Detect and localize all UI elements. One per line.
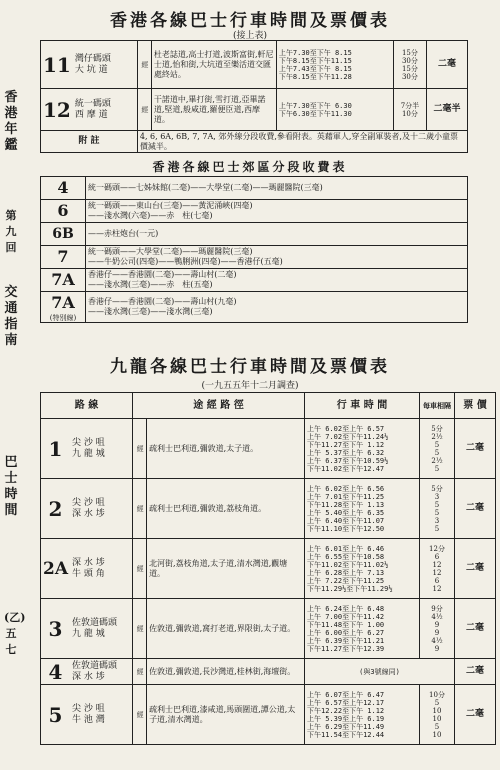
freq-line: 9: [434, 628, 440, 637]
route-fare: 二毫: [455, 659, 496, 685]
route-number: 7A: [41, 269, 86, 292]
table-row: [41, 685, 496, 745]
hk-route-table: [40, 40, 468, 153]
route-via: 干諾道中,畢打街,雪打道,亞畢諾道,堅道,般咸道,羅便臣道,西摩道。: [151, 89, 276, 131]
time-line: 上午 6.24至上午 6.48: [307, 604, 385, 613]
route-terminals: 統一碼頭 西 摩 道: [73, 89, 138, 131]
route-via: 杜老誌道,高士打道,波斯富街,軒尼士道,怡和街,大坑道至樂活道交匯處終站。: [151, 41, 276, 89]
time-line: 上午 7.01至下午11.25: [307, 492, 385, 501]
freq-line: 5: [434, 524, 440, 533]
fare-line: ——淺水灣(三毫)——赤 柱(五毫): [88, 280, 213, 289]
table-row: [41, 89, 468, 131]
route-number: 2: [41, 479, 71, 539]
route-via: 疏利士巴利道,彌敦道,荔枝角道。: [147, 479, 305, 539]
route-number: 7A: [51, 293, 75, 312]
freq-line: 5: [434, 448, 440, 457]
table-row: [41, 41, 468, 89]
time-line: 上午7.30至下午 8.15: [278, 48, 352, 57]
freq-line: 10分: [429, 690, 445, 699]
freq-line: 4½: [431, 636, 443, 645]
header-fare: 票 價: [455, 393, 496, 419]
special-route-label: (特別線): [49, 314, 77, 322]
route-via: 疏利士巴利道,漆咸道,馬頭圍道,譚公道,太子道,清水灣道。: [147, 685, 305, 745]
table-row: [41, 177, 468, 200]
time-line: 下午8.15至下午11.15: [278, 56, 352, 65]
via-label: 經: [133, 539, 147, 599]
route-number: 2A: [41, 539, 71, 599]
kowloon-route-table: [40, 392, 496, 745]
freq-line: 12: [432, 568, 442, 577]
fare-line: ——牛奶公司(四毫)——鴨脷洲(四毫)——香港仔(五毫): [88, 257, 283, 266]
route-via: 北河街,荔枝角道,太子道,清水灣道,觀塘道。: [147, 539, 305, 599]
freq-line: 2½: [431, 432, 443, 441]
time-line: 上午 6.02至上午 6.56: [307, 484, 385, 493]
freq-line: 10: [432, 730, 442, 739]
time-line: 下午11.27至下午 1.12: [307, 440, 385, 449]
time-line: 上午 6.29至下午11.49: [307, 722, 385, 731]
time-line: 上午7.30至下午 6.30: [278, 101, 352, 110]
time-line: 下午6.30至下午11.30: [278, 109, 352, 118]
freq-line: 5: [434, 722, 440, 731]
fare-line: ——淺水灣(三毫)——淺水灣(三毫): [88, 307, 213, 316]
time-line: 下午12.22至下午 1.12: [307, 706, 385, 715]
side-yearbook: 香港年鑑: [4, 90, 18, 153]
freq-line: 15分: [401, 48, 418, 57]
route-number: 6: [41, 200, 86, 223]
freq-line: 30分: [401, 72, 418, 81]
time-line: 下午11.28至下午 1.13: [307, 500, 385, 509]
fare-line: 統一碼頭——大學堂(二毫)——瑪麗醫院(三毫): [88, 247, 253, 256]
suburb-table-title: 香港各線巴士郊區分段收費表: [152, 160, 348, 174]
time-line: 下午11.10至下午12.50: [307, 524, 385, 533]
route-number: 4: [41, 659, 71, 685]
table-row: [41, 479, 496, 539]
suburb-fare-table: [40, 176, 468, 323]
freq-line: 3: [434, 516, 440, 525]
time-line: 上午 6.28至上午 7.13: [307, 568, 385, 577]
freq-line: 12分: [429, 544, 445, 553]
fare-line: ——淺水灣(六毫)——赤 柱(七毫): [88, 211, 213, 220]
time-line: 上午 6.02至上午 6.57: [307, 424, 385, 433]
side-chapter: 第九回: [5, 209, 17, 254]
via-label: 經: [137, 89, 151, 131]
freq-line: 5分: [431, 424, 443, 433]
route-fare: 二毫: [426, 41, 467, 89]
freq-line: 15分: [401, 64, 418, 73]
freq-line: 9: [434, 644, 440, 653]
freq-line: 2½: [431, 456, 443, 465]
fare-line: 香港仔——香港園(二毫)——壽山村(九毫): [88, 297, 237, 306]
kowloon-survey-date: (一九五五年十二月調查): [201, 381, 299, 391]
time-line: 下午11.29½至下午11.29½: [307, 584, 393, 593]
time-line: 下午11.27至下午12.39: [307, 644, 385, 653]
time-line: 上午 7.02至下午11.24½: [307, 432, 389, 441]
freq-line: 10分: [401, 109, 418, 118]
route-number: 1: [41, 419, 71, 479]
time-line: 上午 5.37至上午 6.32: [307, 448, 385, 457]
time-line: 上午 6.07至上午 6.47: [307, 690, 385, 699]
time-line: 上午7.43至下午 8.15: [278, 64, 352, 73]
freq-line: 6: [434, 552, 440, 561]
table-row: [41, 419, 496, 479]
time-line: (與3號線同): [305, 659, 455, 685]
time-line: 上午 7.22至下午11.25: [307, 576, 385, 585]
route-terminals: 佐敦道碼頭 深 水 埗: [70, 659, 133, 685]
time-line: 下午11.02至下午12.47: [307, 464, 385, 473]
table-row: [41, 539, 496, 599]
time-line: 下午11.02至下午11.02½: [307, 560, 389, 569]
via-label: 經: [133, 659, 147, 685]
note-text: 4, 6, 6A, 6B, 7, 7A, 郊外線分段收費,參看附表。英藉軍人,穿全副軍裝者,及十二歲小童票價減半。: [137, 131, 467, 153]
table-row: [41, 246, 468, 269]
route-number: 7: [41, 246, 86, 269]
route-number: 11: [41, 41, 73, 89]
time-line: 下午8.15至下午11.28: [278, 72, 352, 81]
table-row: [41, 131, 468, 153]
time-line: 上午 6.39至下午11.21: [307, 636, 385, 645]
route-fare: 二毫: [455, 599, 496, 659]
time-line: 上午 7.00至下午11.42: [307, 612, 385, 621]
kowloon-table-title: 九龍各線巴士行車時間及票價表: [110, 357, 390, 377]
route-terminals: 尖 沙 咀 九 龍 城: [70, 419, 133, 479]
time-line: 上午 6.01至上午 6.46: [307, 544, 385, 553]
freq-line: 6: [434, 576, 440, 585]
route-terminals: 尖 沙 咀 牛 池 灣: [70, 685, 133, 745]
route-fare: 二毫: [455, 479, 496, 539]
via-label: 經: [133, 419, 147, 479]
route-fare: 二毫: [455, 685, 496, 745]
route-number: 3: [41, 599, 71, 659]
route-fare: 二毫半: [426, 89, 467, 131]
time-line: 下午11.48至下午 1.00: [307, 620, 385, 629]
freq-line: 5: [434, 508, 440, 517]
via-label: 經: [133, 685, 147, 745]
hk-table-cont: (接上表): [232, 31, 268, 41]
freq-line: 5: [434, 464, 440, 473]
table-row: [41, 599, 496, 659]
freq-line: 30分: [401, 56, 418, 65]
fare-line: ——赤柱炮台(一元): [88, 229, 159, 238]
time-line: 上午 6.00至上午 6.27: [307, 628, 385, 637]
route-fare: 二毫: [455, 539, 496, 599]
table-row: [41, 200, 468, 223]
route-terminals: 深 水 埗 牛 頭 角: [70, 539, 133, 599]
route-fare: 二毫: [455, 419, 496, 479]
table-row: [41, 223, 468, 246]
side-guide: 交通指南: [4, 285, 18, 348]
route-via: 佐敦道,彌敦道,窩打老道,界限街,太子道。: [147, 599, 305, 659]
fare-line: 統一碼頭——東山台(三毫)——黃泥涌峽(四毫): [88, 201, 253, 210]
freq-line: 9: [434, 620, 440, 629]
route-via: 疏利士巴利道,彌敦道,太子道。: [147, 419, 305, 479]
header-route: 路 線: [41, 393, 133, 419]
side-page: (乙)五七: [4, 611, 26, 656]
route-terminals: 灣仔碼頭 大 坑 道: [73, 41, 138, 89]
table-row: [41, 292, 468, 323]
hk-table-title: 香港各線巴士行車時間及票價表: [110, 11, 390, 31]
via-label: 經: [133, 599, 147, 659]
freq-line: 10: [432, 706, 442, 715]
route-number: 4: [41, 177, 86, 200]
freq-line: 3: [434, 492, 440, 501]
freq-line: 5: [434, 440, 440, 449]
time-line: 上午 6.37至下午10.59½: [307, 456, 389, 465]
table-row: [41, 269, 468, 292]
route-number: 12: [41, 89, 73, 131]
route-terminals: 尖 沙 咀 深 水 埗: [70, 479, 133, 539]
route-terminals: 佐敦道碼頭 九 龍 城: [70, 599, 133, 659]
route-number: 6B: [41, 223, 86, 246]
via-label: 經: [137, 41, 151, 89]
freq-line: 7分半: [400, 101, 420, 110]
table-header-row: [41, 393, 496, 419]
freq-line: 5: [434, 500, 440, 509]
fare-line: 統一碼頭——七姊妹館(二毫)——大學堂(二毫)——瑪麗醫院(三毫): [88, 183, 323, 192]
freq-line: 12: [432, 560, 442, 569]
time-line: 上午 6.55至下午10.58: [307, 552, 385, 561]
freq-line: 12: [432, 584, 442, 593]
table-row: [41, 659, 496, 685]
header-times: 行 車 時 間: [305, 393, 420, 419]
freq-line: 9分: [431, 604, 443, 613]
header-via: 途 經 路 徑: [133, 393, 305, 419]
freq-line: 10: [432, 714, 442, 723]
time-line: 上午 5.40至上午 6.35: [307, 508, 385, 517]
route-via: 佐敦道,彌敦道,長沙灣道,桂林街,海壇街。: [147, 659, 305, 685]
note-label: 附 註: [41, 131, 138, 153]
freq-line: 5: [434, 698, 440, 707]
route-number: 5: [41, 685, 71, 745]
time-line: 上午 6.57至上午12.17: [307, 698, 385, 707]
side-bus-times: 巴士時間: [4, 455, 18, 518]
via-label: 經: [133, 479, 147, 539]
time-line: 上午 6.40至下午11.07: [307, 516, 385, 525]
time-line: 上午 5.39至上午 6.19: [307, 714, 385, 723]
fare-line: 香港仔——香港園(二毫)——壽山村(二毫): [88, 270, 237, 279]
freq-line: 4½: [431, 612, 443, 621]
time-line: 下午11.54至下午12.44: [307, 730, 385, 739]
header-freq: 每車相隔: [420, 393, 455, 419]
freq-line: 5分: [431, 484, 443, 493]
